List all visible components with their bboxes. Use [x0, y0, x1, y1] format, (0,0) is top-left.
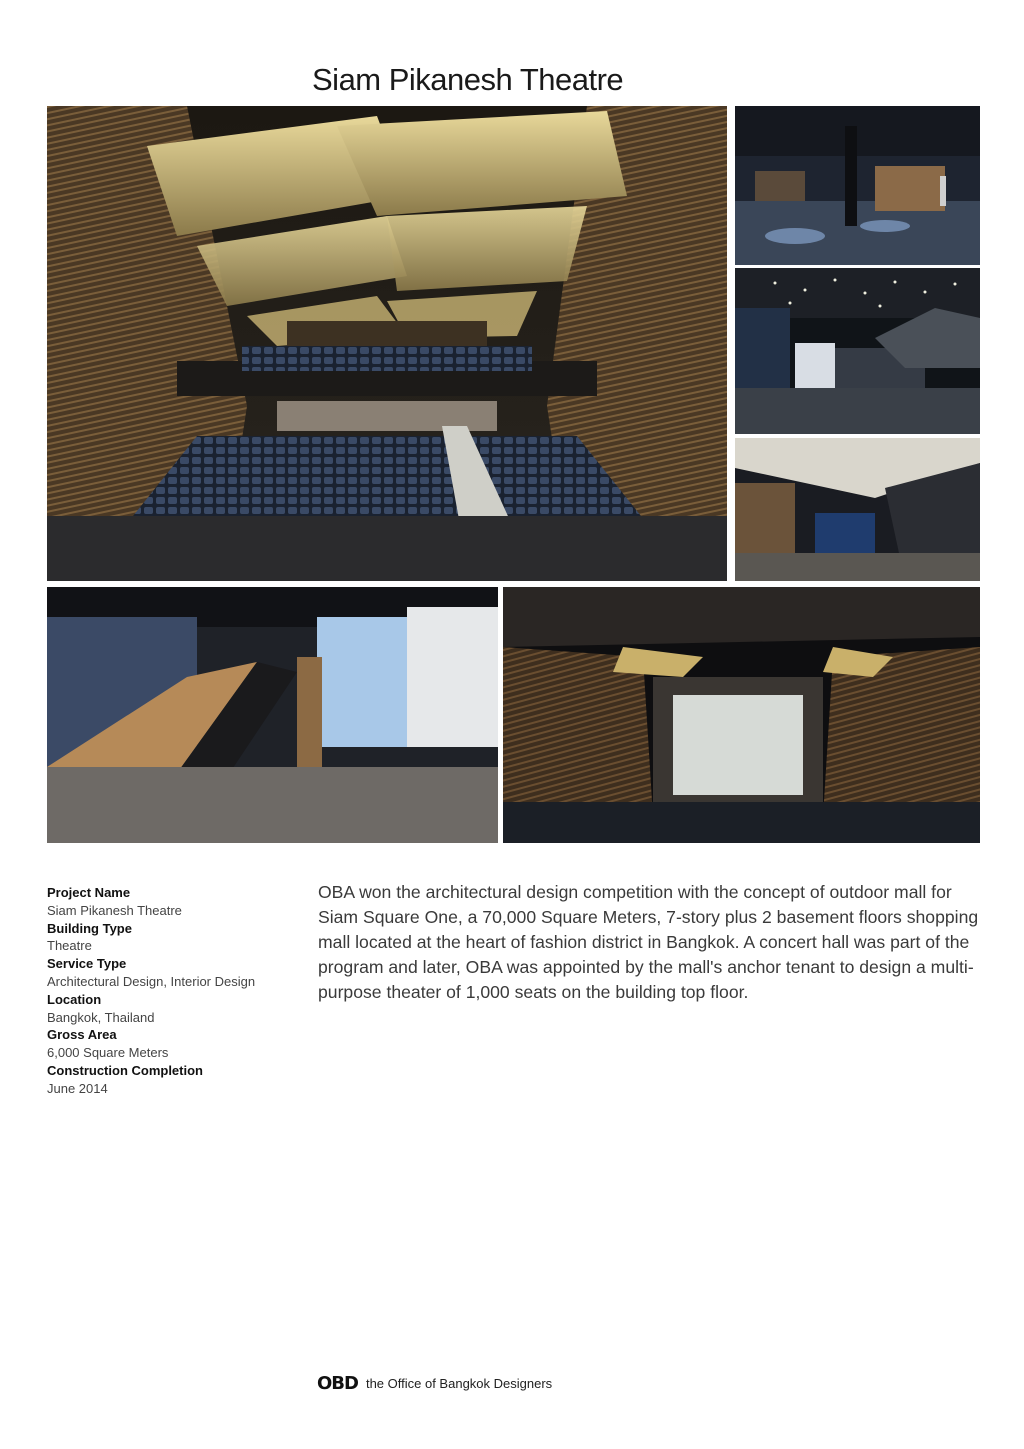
project-name-value: Siam Pikanesh Theatre: [47, 902, 182, 918]
footer: [317, 1373, 552, 1393]
project-description: OBA won the architectural design competition with the concept of outdoor mall for Siam Square One, a 70,000 Square Meters, 7-story plus 2 basement floors shopping mall located at the heart of fashion district in Bangkok. A concert hall was part of the program and later, OBA was appointed by the mall's anchor tenant to design a multi-purpose theater of 1,000 seats on the building top floor.: [318, 882, 979, 1002]
building-type-value: Theatre: [47, 938, 92, 954]
service-type-value: Architectural Design, Interior Design: [47, 973, 256, 989]
service-type-label: Service Type: [47, 956, 127, 972]
walkway-image: [735, 438, 980, 581]
building-type-label: Building Type: [47, 920, 132, 936]
gross-area-value: 6,000 Square Meters: [47, 1045, 169, 1061]
gross-area-label: Gross Area: [47, 1027, 117, 1043]
obd-logo: OBD: [317, 1372, 358, 1394]
location-label: Location: [47, 991, 102, 1007]
mall-lobby-image: [735, 106, 980, 265]
theatre-foyer-image: [735, 268, 980, 434]
project-name-label: Project Name: [47, 885, 131, 900]
location-value: Bangkok, Thailand: [47, 1009, 155, 1025]
completion-value: June 2014: [47, 1080, 108, 1096]
project-info: [47, 884, 307, 1098]
page-title: Siam Pikanesh Theatre: [312, 62, 624, 97]
footer-text: the Office of Bangkok Designers: [365, 1375, 553, 1391]
theatre-auditorium-image: [47, 106, 727, 581]
stage-view-image: [503, 587, 980, 843]
atrium-escalator-image: [47, 587, 498, 843]
completion-label: Construction Completion: [47, 1062, 203, 1078]
